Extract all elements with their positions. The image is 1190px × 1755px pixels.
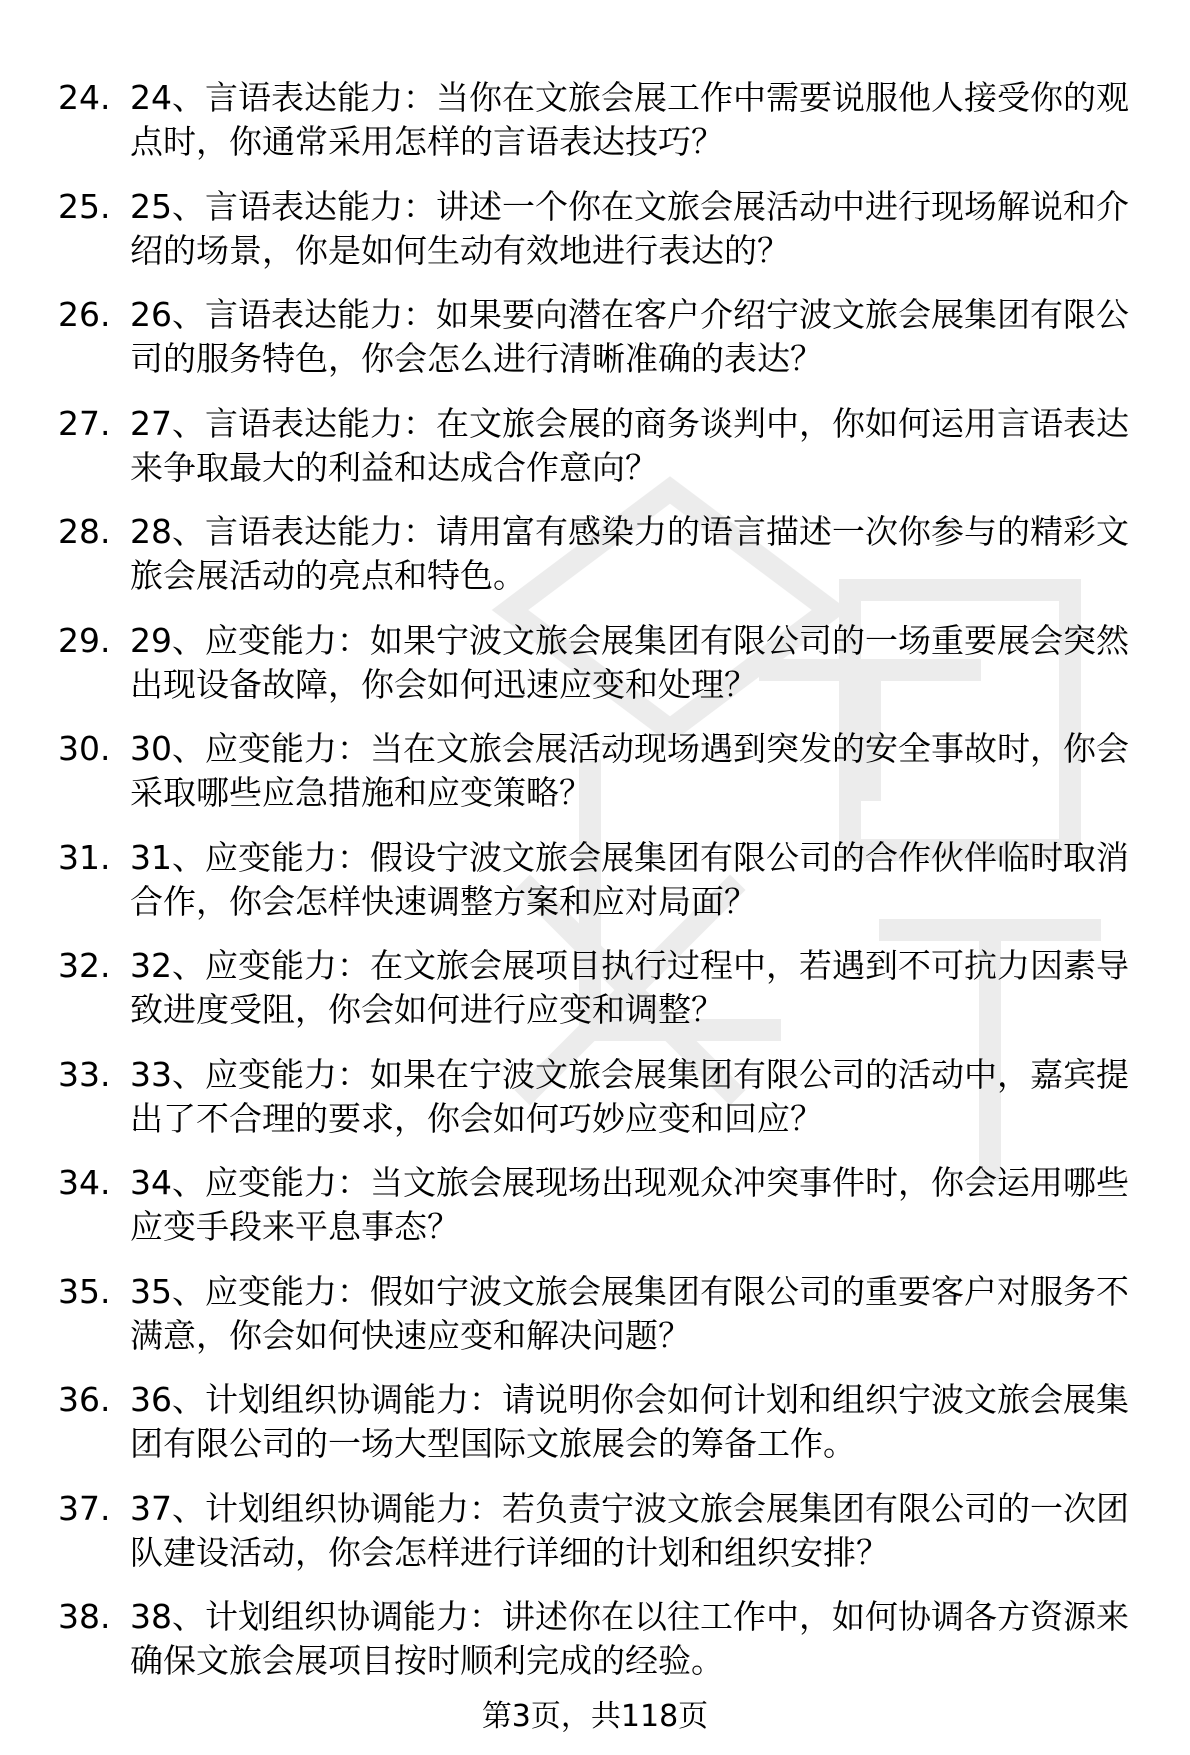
question-item [0, 1270, 1190, 1357]
question-number: 37. [58, 1488, 111, 1528]
question-item [0, 1595, 1190, 1682]
question-text: 28、言语表达能力：请用富有感染力的语言描述一次你参与的精彩文旅会展活动的亮点和特色。 [130, 512, 1129, 595]
question-number: 32. [58, 946, 111, 985]
question-item [0, 402, 1190, 489]
question-number: 38. [58, 1597, 111, 1636]
question-list [0, 76, 1190, 1704]
question-item [0, 944, 1190, 1031]
question-text: 30、应变能力：当在文旅会展活动现场遇到突发的安全事故时，你会采取哪些应急措施和应变策略？ [130, 729, 1129, 812]
question-number: 33. [58, 1054, 111, 1094]
question-number: 36. [58, 1380, 111, 1419]
question-text: 36、计划组织协调能力：请说明你会如何计划和组织宁波文旅会展集团有限公司的一场大型国际文旅展会的筹备工作。 [130, 1380, 1129, 1463]
question-item [0, 1378, 1190, 1465]
question-item [0, 836, 1190, 923]
question-number: 29. [58, 620, 111, 660]
question-text: 27、言语表达能力：在文旅会展的商务谈判中，你如何运用言语表达来争取最大的利益和达成合作意向？ [130, 403, 1129, 487]
question-text: 32、应变能力：在文旅会展项目执行过程中，若遇到不可抗力因素导致进度受阻，你会如何进行应变和调整？ [130, 946, 1129, 1029]
question-text: 29、应变能力：如果宁波文旅会展集团有限公司的一场重要展会突然出现设备故障，你会如何迅速应变和处理？ [130, 620, 1129, 704]
question-text: 37、计划组织协调能力：若负责宁波文旅会展集团有限公司的一次团队建设活动，你会怎样进行详细的计划和组织安排？ [130, 1488, 1129, 1572]
question-item [0, 1053, 1190, 1140]
question-item [0, 727, 1190, 814]
question-number: 31. [58, 837, 111, 877]
question-number: 25. [58, 186, 111, 226]
question-item [0, 185, 1190, 272]
question-number: 35. [58, 1271, 111, 1311]
question-text: 31、应变能力：假设宁波文旅会展集团有限公司的合作伙伴临时取消合作，你会怎样快速调整方案和应对局面？ [130, 837, 1129, 921]
question-number: 24. [58, 78, 111, 117]
question-item [0, 619, 1190, 706]
question-text: 38、计划组织协调能力：讲述你在以往工作中，如何协调各方资源来确保文旅会展项目按时顺利完成的经验。 [130, 1597, 1129, 1680]
question-item [0, 76, 1190, 163]
question-text: 33、应变能力：如果在宁波文旅会展集团有限公司的活动中，嘉宾提出了不合理的要求，你会如何巧妙应变和回应？ [130, 1054, 1129, 1138]
question-text: 25、言语表达能力：讲述一个你在文旅会展活动中进行现场解说和介绍的场景，你是如何生动有效地进行表达的？ [130, 186, 1129, 270]
question-item [0, 1487, 1190, 1574]
question-number: 34. [58, 1163, 111, 1202]
question-number: 28. [58, 512, 111, 551]
question-text: 35、应变能力：假如宁波文旅会展集团有限公司的重要客户对服务不满意，你会如何快速应变和解决问题？ [130, 1271, 1129, 1355]
question-text: 24、言语表达能力：当你在文旅会展工作中需要说服他人接受你的观点时，你通常采用怎样的言语表达技巧？ [130, 78, 1129, 161]
question-item [0, 293, 1190, 380]
question-number: 30. [58, 729, 111, 768]
page-footer: 第3页，共118页 [481, 1699, 709, 1734]
question-number: 26. [58, 295, 111, 334]
question-number: 27. [58, 403, 111, 443]
question-item [0, 510, 1190, 597]
question-text: 34、应变能力：当文旅会展现场出现观众冲突事件时，你会运用哪些应变手段来平息事态？ [130, 1163, 1129, 1246]
question-text: 26、言语表达能力：如果要向潜在客户介绍宁波文旅会展集团有限公司的服务特色，你会怎么进行清晰准确的表达？ [130, 295, 1129, 378]
question-item [0, 1161, 1190, 1248]
